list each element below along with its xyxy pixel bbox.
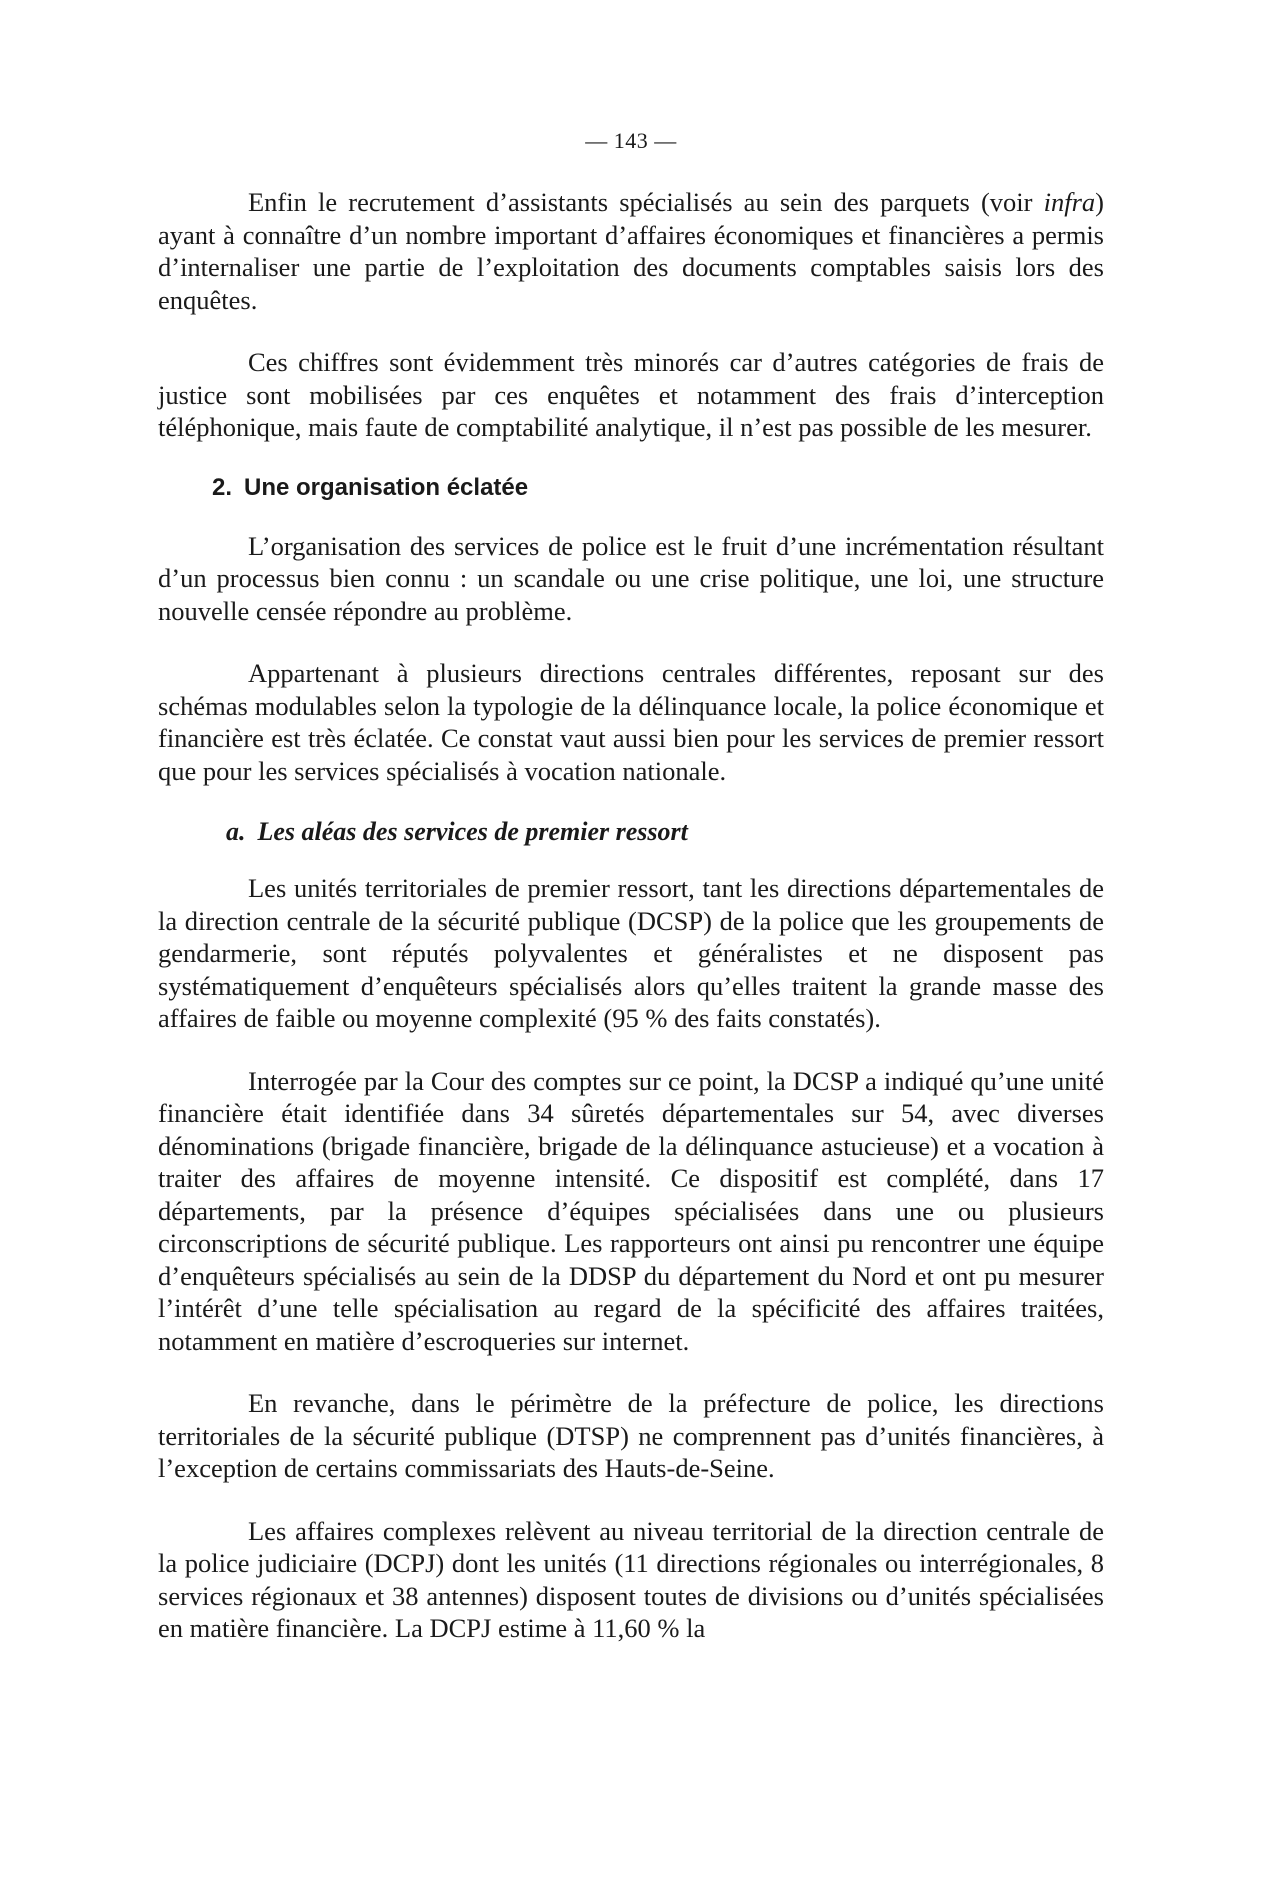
paragraph-prefecture: En revanche, dans le périmètre de la préfecture de police, les directions territoriales de la sécurité publique (DTSP) ne comprennent pas d’unités financières, à l’exception de certains commissariats des Hauts-de-Seine. bbox=[158, 1388, 1104, 1483]
paragraph-chiffres: Ces chiffres sont évidemment très minorés car d’autres catégories de frais de justice sont mobilisées par ces enquêtes et notamment des frais d’interception téléphonique, mais faute de comptabilité analytique, il n’est pas possible de les mesurer. bbox=[158, 347, 1104, 442]
paragraph-unites-territoriales: Les unités territoriales de premier ressort, tant les directions départementales de la direction centrale de la sécurité publique (DCSP) de la police que les groupements de gendarmerie, sont réputés polyvalentes et généralistes et ne disposent pas systématiquement d’enquêteurs spécialisés alors qu’elles traitent la grande masse des affaires de faible ou moyenne complexité (95 % des faits constatés). bbox=[158, 873, 1104, 1033]
document-page bbox=[158, 128, 1104, 1675]
italic-term: infra bbox=[1043, 187, 1096, 217]
paragraph-recrutement bbox=[158, 186, 1104, 316]
subsection-heading bbox=[226, 817, 1104, 847]
page-number: — 143 — bbox=[585, 128, 677, 153]
paragraph-dcsp: Interrogée par la Cour des comptes sur ce point, la DCSP a indiqué qu’une unité financière était identifiée dans 34 sûretés départementales sur 54, avec diverses dénominations (brigade financière, brigade de la délinquance astucieuse) et a vocation à traiter des affaires de moyenne intensité. Ce dispositif est complété, dans 17 départements, par la présence d’équipes spécialisées dans une ou plusieurs circonscriptions de sécurité publique. Les rapporteurs ont ainsi pu rencontrer une équipe d’enquêteurs spécialisés au sein de la DDSP du département du Nord et ont pu mesurer l’intérêt d’une telle spécialisation au regard de la spécificité des affaires traitées, notamment en matière d’escroqueries sur internet. bbox=[158, 1065, 1104, 1356]
subsection-number: a. bbox=[226, 817, 246, 846]
paragraph-text: Enfin le recrutement d’assistants spécialisés au sein des parquets (voir bbox=[248, 187, 1044, 217]
paragraph-text: ) ayant à connaître d’un nombre important d’affaires économiques et financières a permis d’internaliser une partie de l’exploitation des documents comptables saisis lors des enquêtes. bbox=[158, 187, 1104, 315]
paragraph-appartenant: Appartenant à plusieurs directions centrales différentes, reposant sur des schémas modulables selon la typologie de la délinquance locale, la police économique et financière est très éclatée. Ce constat vaut aussi bien pour les services de premier ressort que pour les services spécialisés à vocation nationale. bbox=[158, 658, 1104, 786]
section-title: Une organisation éclatée bbox=[244, 473, 529, 501]
section-number: 2. bbox=[212, 473, 233, 501]
subsection-title: Les aléas des services de premier ressort bbox=[257, 817, 688, 846]
paragraph-organisation: L’organisation des services de police est le fruit d’une incrémentation résultant d’un processus bien connu : un scandale ou une crise politique, une loi, une structure nouvelle censée répondre au problème. bbox=[158, 530, 1104, 626]
section-heading bbox=[212, 474, 1104, 502]
paragraph-affaires-complexes: Les affaires complexes relèvent au niveau territorial de la direction centrale de la police judiciaire (DCPJ) dont les unités (11 directions régionales ou interrégionales, 8 services régionaux et 38 antennes) disposent toutes de divisions ou d’unités spécialisées en matière financière. La DCPJ estime à 11,60 % la bbox=[158, 1515, 1104, 1643]
